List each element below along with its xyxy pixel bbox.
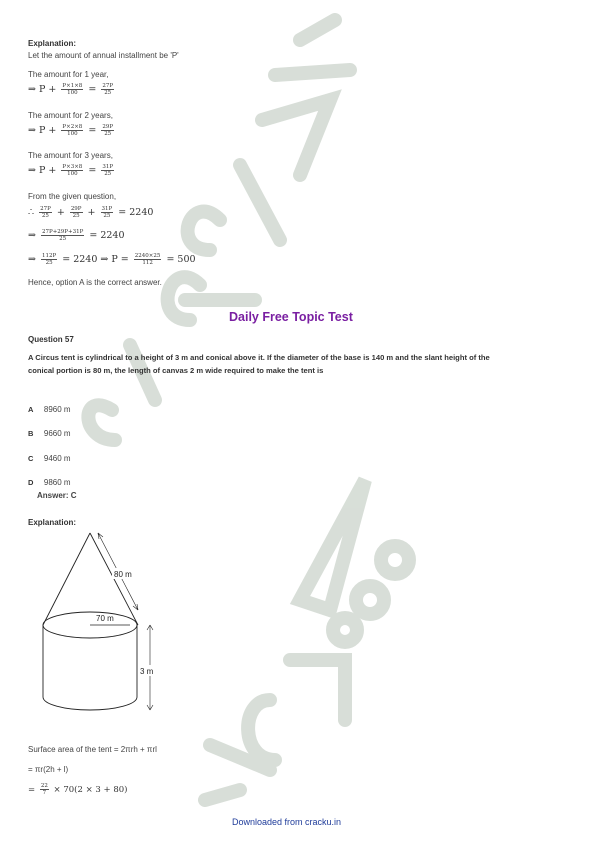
option-text: 9860 m <box>43 478 71 487</box>
daily-topic-test-banner[interactable]: Daily Free Topic Test <box>229 310 353 324</box>
height-label: 3 m <box>140 667 154 676</box>
year1-equation: ⇒ P + $\frac{P\times 1\times 8}{100}$ = $\frac{27P}{25}$ <box>28 83 114 96</box>
tent-diagram <box>30 525 170 725</box>
surface-area-formula: Surface area of the tent = 2πrh + πrl <box>28 745 157 754</box>
step1: = πr(2h + l) <box>28 765 69 774</box>
year3-equation: ⇒ P + $\frac{P\times 3\times 8}{100}$ = $\frac{31P}{25}$ <box>28 164 114 177</box>
explanation-intro: Let the amount of annual installment be 'P' <box>28 51 179 60</box>
option-d[interactable] <box>28 472 71 490</box>
option-c[interactable] <box>28 448 71 466</box>
combined-equation: ⇒ $\frac{27P+29P+31P}{25}$ = 2240 <box>28 229 125 242</box>
answer: Answer: C <box>37 491 77 500</box>
question-text-line1: A Circus tent is cylindrical to a height of 3 m and conical above it. If the diameter of the base is 140 m and the slant height of the <box>28 353 490 362</box>
option-letter: C <box>28 454 34 463</box>
footer-link[interactable]: Downloaded from cracku.in <box>232 817 342 827</box>
given-label: From the given question, <box>28 192 117 201</box>
final-equation: ⇒ $\frac{112P}{25}$ = 2240 ⇒ P = $\frac{2240\times 25}{112}$ = 500 <box>28 253 196 266</box>
sum-equation: ∴ $\frac{27P}{25}$ + $\frac{29P}{25}$ + $\frac{31P}{25}$ = 2240 <box>28 206 154 219</box>
option-text: 9460 m <box>43 454 71 463</box>
slant-label: 80 m <box>114 570 132 579</box>
question-text-line2: conical portion is 80 m, the length of canvas 2 m wide required to make the tent is <box>28 366 324 375</box>
option-a[interactable] <box>28 399 71 417</box>
step2: = $\frac{22}{7}$ × 70(2 × 3 + 80) <box>28 783 128 796</box>
year2-equation: ⇒ P + $\frac{P\times 2\times 8}{100}$ = $\frac{29P}{25}$ <box>28 124 114 137</box>
option-b[interactable] <box>28 423 71 441</box>
year3-label: The amount for 3 years, <box>28 151 113 160</box>
option-letter: D <box>28 478 34 487</box>
option-letter: A <box>28 405 34 414</box>
option-text: 9660 m <box>43 429 71 438</box>
radius-label: 70 m <box>96 614 114 623</box>
conclusion: Hence, option A is the correct answer. <box>28 278 162 287</box>
option-text: 8960 m <box>43 405 71 414</box>
option-letter: B <box>28 429 34 438</box>
explanation2-heading: Explanation: <box>28 518 77 527</box>
explanation-heading: Explanation: <box>28 39 77 48</box>
question-number: Question 57 <box>28 335 74 344</box>
year2-label: The amount for 2 years, <box>28 111 113 120</box>
year1-label: The amount for 1 year, <box>28 70 109 79</box>
